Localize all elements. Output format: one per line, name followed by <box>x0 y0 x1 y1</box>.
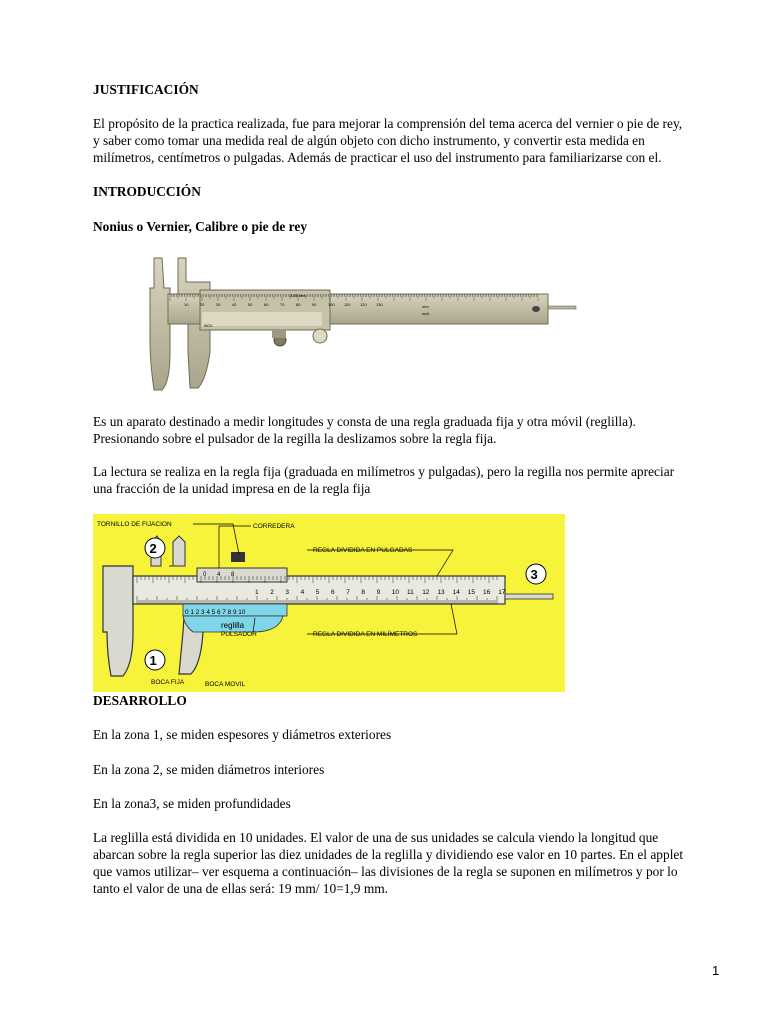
inch-digit: 8 <box>231 572 235 578</box>
scale-label: 40 <box>232 302 237 307</box>
unit-mm-label: mm <box>422 304 429 309</box>
mm-label: 3 <box>285 589 290 596</box>
mm-label: 14 <box>452 589 460 596</box>
mm-label: 12 <box>422 589 430 596</box>
inch-digit: 0 <box>203 572 207 578</box>
scale-label: 70 <box>280 302 285 307</box>
text-line: Presionando sobre el pulsador de la regilla la deslizamos sobre la regla fija. <box>93 431 497 446</box>
text-line: tanto el valor de una de ellas será: 19 mm/ 10=1,9 mm. <box>93 881 389 896</box>
scale-label: 30 <box>216 302 221 307</box>
text-line: milímetros, centímetros o pulgadas. Además de practicar el uso del instrumento para familiarizarse con el. <box>93 150 662 165</box>
mm-label: 17 <box>498 589 506 596</box>
scale-label: 50 <box>248 302 253 307</box>
text-line: La reglilla está dividida en 10 unidades. El valor de una de sus unidades se calcula viendo la longitud que <box>93 830 659 845</box>
mm-label: 6 <box>331 589 335 596</box>
heading-introduccion: INTRODUCCIÓN <box>93 184 201 199</box>
text-line: La lectura se realiza en la regla fija (graduada en milímetros y pulgadas), pero la regilla nos permite apreciar <box>93 464 675 479</box>
inch-digit: 4 <box>217 572 221 578</box>
scale-label: 110 <box>344 302 351 307</box>
mm-label: 4 <box>300 589 305 596</box>
label-reglilla: reglilla <box>221 621 245 630</box>
mm-label: 10 <box>391 589 400 596</box>
marker-1: 1 <box>149 653 157 668</box>
vernier-digits: 0 1 2 3 4 5 6 7 8 9 10 <box>185 609 246 616</box>
label-regla-pulgadas: REGLA DIVIDIDA EN PULGADAS <box>313 547 413 554</box>
caliper-photo <box>140 252 580 394</box>
mm-label: 13 <box>437 589 445 596</box>
marker-3: 3 <box>530 567 538 582</box>
mm-label: 9 <box>376 589 381 596</box>
stamp-label: 0.05 mm <box>290 293 306 298</box>
text-line: En la zona3, se miden profundidades <box>93 796 291 811</box>
text-line: una fracción de la unidad impresa en de la regla fija <box>93 481 371 496</box>
marker-2: 2 <box>149 541 157 556</box>
label-corredera: CORREDERA <box>253 523 295 530</box>
scale-label: 20 <box>200 302 205 307</box>
text-line: El propósito de la practica realizada, fue para mejorar la comprensión del tema acerca del vernier o pie de rey, <box>93 116 683 131</box>
mm-label: 11 <box>407 589 414 596</box>
scale-label: 10 <box>184 302 189 307</box>
scale-label: 60 <box>264 302 269 307</box>
subheading-nonius: Nonius o Vernier, Calibre o pie de rey <box>93 219 308 234</box>
label-boca-fija: BOCA FIJA <box>151 679 185 686</box>
mm-label: 7 <box>346 589 350 596</box>
scale-label: 130 <box>376 302 383 307</box>
text-line: En la zona 1, se miden espesores y diámetros exteriores <box>93 727 392 742</box>
scale-label: 80 <box>296 302 301 307</box>
scale-label: 120 <box>360 302 367 307</box>
page-number: 1 <box>712 963 720 978</box>
mm-label: 16 <box>483 589 491 596</box>
text-line: abarcan sobre la regla superior las diez unidades de la reglilla y dividiendo ese valor en 10 partes. En el applet <box>93 847 684 862</box>
mm-label: 5 <box>315 589 320 596</box>
text-line: En la zona 2, se miden diámetros interiores <box>93 762 325 777</box>
mm-label: 1 <box>255 589 259 596</box>
mm-label: 2 <box>270 589 274 596</box>
unit-inch-label: inch <box>422 311 430 316</box>
mm-label: 15 <box>467 589 476 596</box>
scale-label: 90 <box>312 302 317 307</box>
caliper-diagram <box>93 514 565 692</box>
label-tornillo: TORNILLO DE FIJACION <box>97 521 172 528</box>
heading-justificacion: JUSTIFICACIÓN <box>93 82 199 97</box>
mm-label: 8 <box>361 589 366 596</box>
brand-label: INOX <box>204 324 213 328</box>
scale-label: 100 <box>328 302 335 307</box>
text-line: y saber como tomar una medida real de algún objeto con dicho instrumento, y convertir esta medida en <box>93 133 645 148</box>
label-boca-movil: BOCA MOVIL <box>205 681 246 688</box>
label-pulsador: PULSADOR <box>221 631 257 638</box>
text-line: Es un aparato destinado a medir longitudes y consta de una regla graduada fija y otra móvil (reglilla). <box>93 414 636 429</box>
label-regla-milimetros: REGLA DIVIDIDA EN MILÍMETROS <box>313 631 418 638</box>
text-line: que vamos utilizar– ver esquema a continuación– las divisiones de la regla se suponen en milímetros y por lo <box>93 864 678 879</box>
heading-desarrollo: DESARROLLO <box>93 693 187 708</box>
